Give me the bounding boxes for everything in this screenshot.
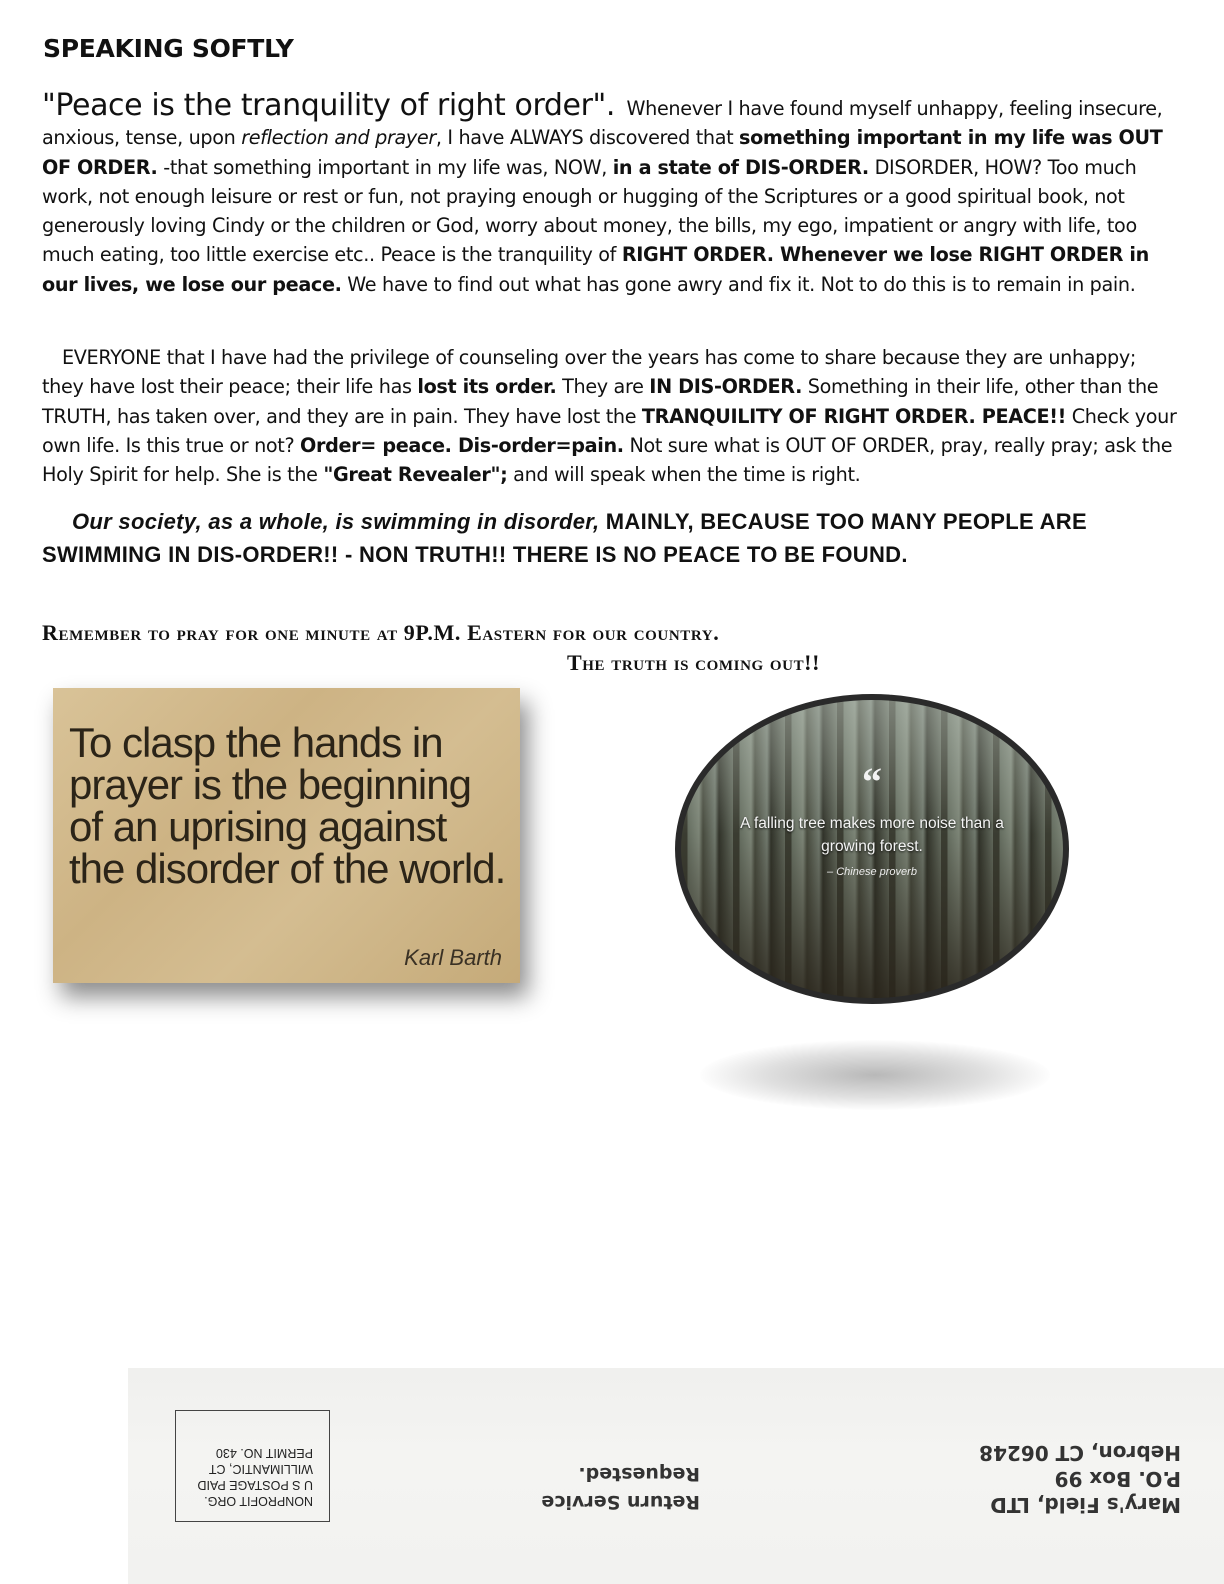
bold-span: Order= peace. Dis-order=pain. <box>300 433 624 457</box>
card-author: Karl Barth <box>404 945 502 970</box>
text-span: Something in their life, other than the TRUTH, has taken over, and they are in pain. They have lost the <box>42 375 1159 428</box>
bold-span: lost its order. <box>417 375 557 399</box>
reminder-line: Remember to pray for one minute at 9P.M. Eastern for our country. <box>42 620 720 645</box>
address-line: Mary's Field, LTD <box>990 1493 1181 1517</box>
card-quote: To clasp the hands in prayer is the beginning of an uprising against the disorder of the world. <box>69 719 506 892</box>
bold-span: IN DIS-ORDER. <box>649 375 803 399</box>
page-title: SPEAKING SOFTLY <box>43 34 294 63</box>
return-service-notice <box>500 1460 700 1516</box>
sender-address <box>941 1440 1181 1518</box>
italic-span: Our society, as a whole, is swimming in disorder, <box>72 509 600 534</box>
return-line: Requested. <box>578 1463 700 1485</box>
bold-span: RIGHT ORDER. Whenever we lose RIGHT ORDER in our lives, we lose our peace. <box>42 243 1149 296</box>
text-span: Not sure what is OUT OF ORDER, pray, really pray; ask the Holy Spirit for help. She is the <box>42 433 1173 487</box>
permit-line: PERMIT NO. 430 <box>215 1446 313 1460</box>
bold-span: in a state of DIS-ORDER. <box>612 155 869 179</box>
text-span: , I have ALWAYS discovered that <box>435 126 740 150</box>
bold-span: TRANQUILITY OF RIGHT ORDER. PEACE!! <box>641 404 1067 428</box>
italic-span: reflection and prayer <box>241 126 436 150</box>
mailing-panel <box>128 1368 1224 1584</box>
text-span: EVERYONE that I have had the privilege of counseling over the years has come to share because they are unhappy; they have lost their peace; their life has <box>42 346 1136 399</box>
text-span: -that something important in my life was, NOW, <box>157 155 613 179</box>
prayer-reminder <box>42 618 1192 678</box>
oval-shadow <box>700 1040 1050 1110</box>
return-line: Return Service <box>541 1491 700 1513</box>
address-line: Hebron, CT 06248 <box>979 1441 1181 1465</box>
text-span: Whenever I have found myself unhappy, feeling insecure, anxious, tense, upon <box>42 97 1163 150</box>
text-span: Check your own life. Is this true or not? <box>42 404 1177 457</box>
paragraph-peace <box>42 88 1177 299</box>
text-span: DISORDER, HOW? Too much work, not enough leisure or rest or fun, not praying enough or hugging of the Scriptures or a good spiritual book, not generously loving Cindy or the children or God, worry about money, the bills, my ego, impatient or angry with life, too much eating, too little exercise etc.. Peace is the tranquility of <box>42 155 1137 267</box>
address-line: P.O. Box 99 <box>1054 1467 1181 1491</box>
text-span: MAINLY, BECAUSE TOO MANY PEOPLE ARE SWIMMING IN DIS-ORDER!! - NON TRUTH!! THERE IS NO PEACE TO BE FOUND. <box>42 509 1087 567</box>
paragraph-society <box>42 505 1182 571</box>
reminder-line: The truth is coming out!! <box>567 650 821 675</box>
bold-span: "Great Revealer"; <box>323 463 508 487</box>
bold-span: something important in my life was OUT OF ORDER. <box>42 126 1163 179</box>
quote-mark-icon: “ <box>862 759 882 804</box>
permit-line: NONPROFIT ORG. <box>204 1494 313 1508</box>
permit-line: WILLIMANTIC, CT <box>208 1462 313 1476</box>
oval-quote: A falling tree makes more noise than a growing forest. <box>740 815 1004 855</box>
forest-quote-image <box>675 694 1069 1004</box>
text-span: They are <box>556 375 650 399</box>
postage-permit-box <box>175 1410 330 1522</box>
paragraph-counseling <box>42 343 1177 489</box>
opening-quote: "Peace is the tranquility of right order". <box>42 88 616 123</box>
text-span: We have to find out what has gone awry and fix it. Not to do this is to remain in pain. <box>341 272 1136 296</box>
oval-attribution: – Chinese proverb <box>827 866 917 878</box>
karl-barth-quote-image <box>53 688 520 983</box>
text-span: and will speak when the time is right. <box>507 463 861 487</box>
permit-line: U S POSTAGE PAID <box>197 1478 313 1492</box>
